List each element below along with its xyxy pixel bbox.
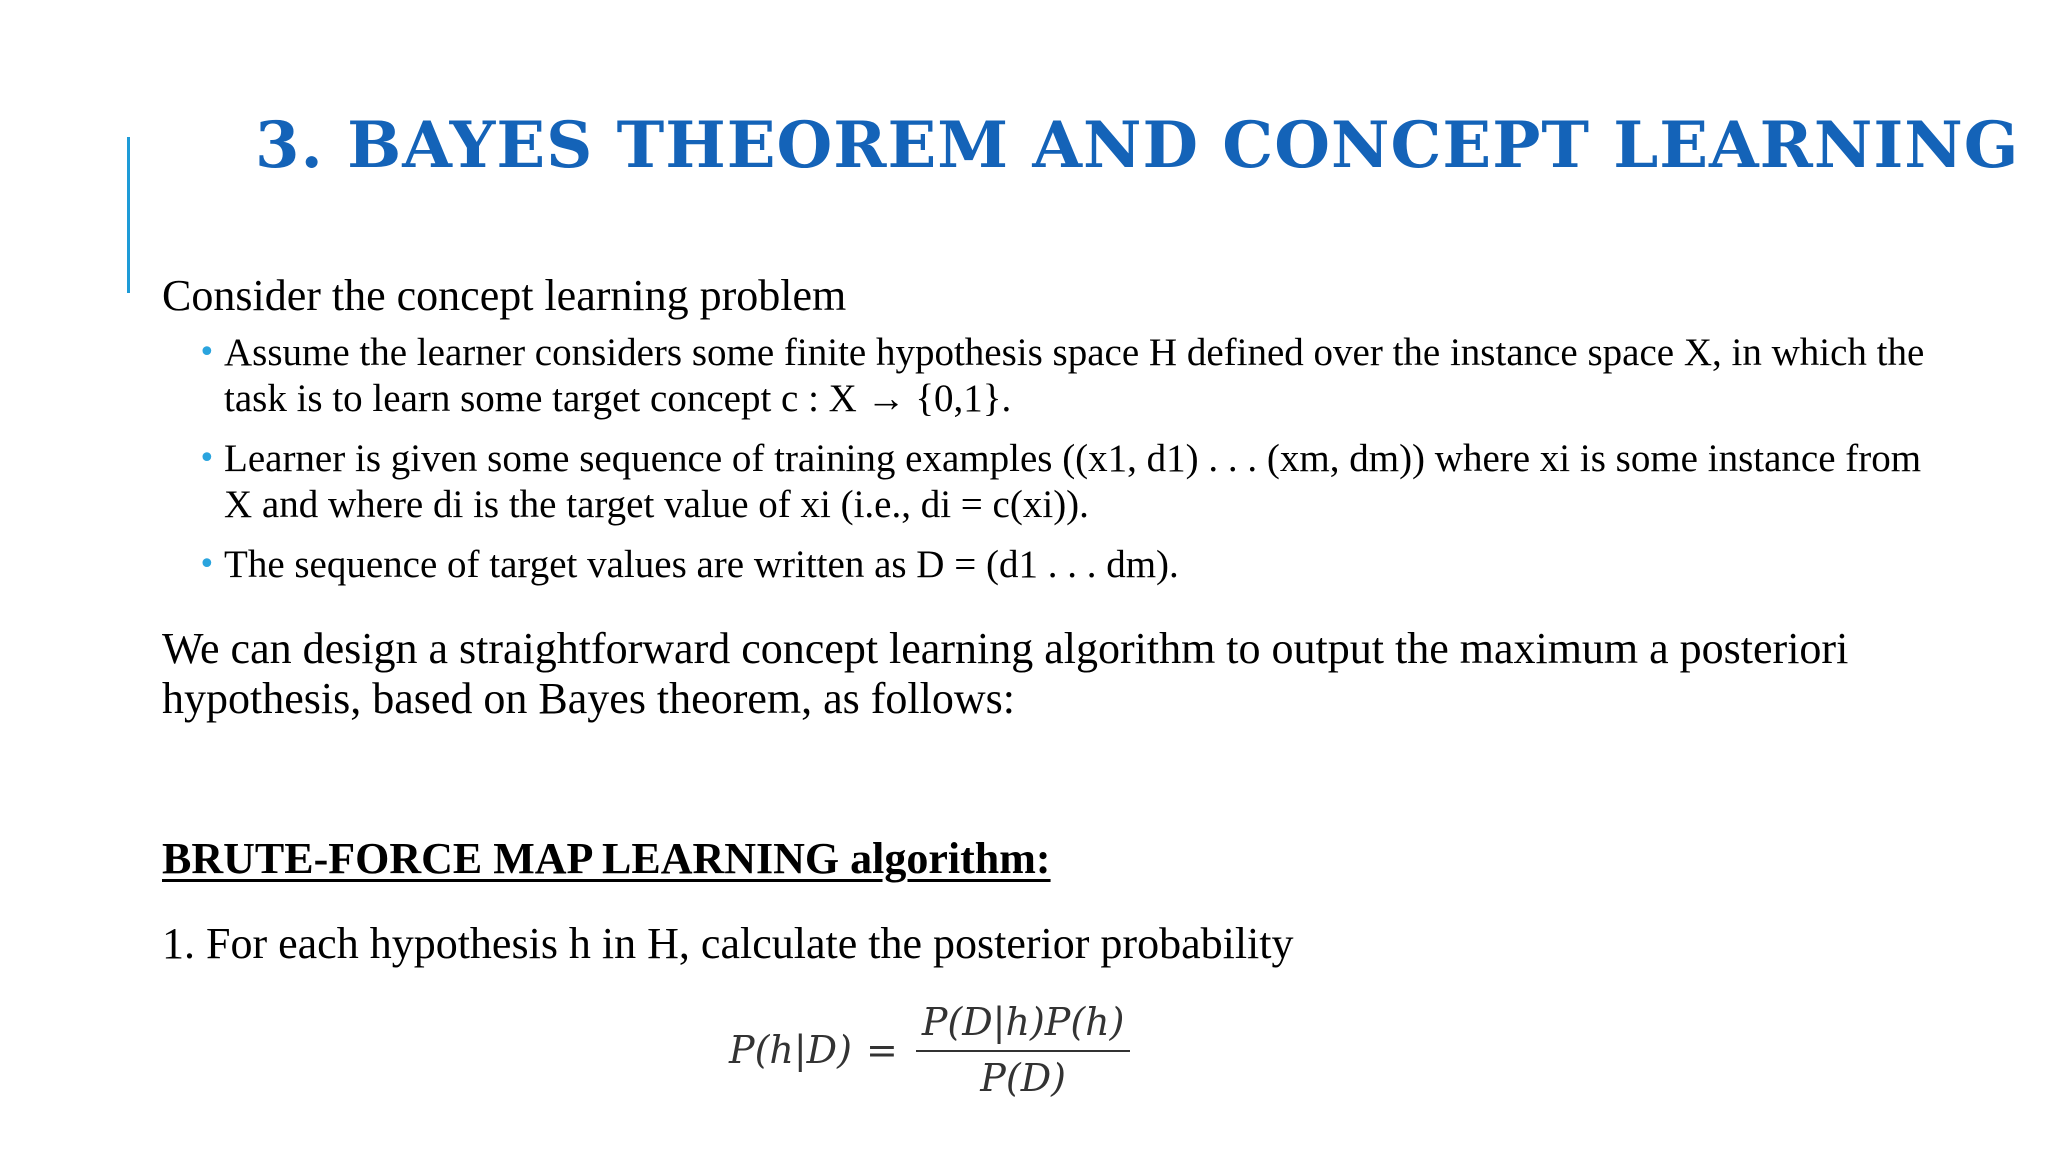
formula-denominator: P(D) xyxy=(980,1056,1066,1100)
slide-title: 3. BAYES THEOREM AND CONCEPT LEARNING xyxy=(255,108,2020,183)
bullet-item xyxy=(198,542,1938,588)
bullet-dot-icon: • xyxy=(198,335,216,370)
accent-line xyxy=(127,137,130,293)
formula-numerator: P(D|h)P(h) xyxy=(921,1000,1125,1044)
algorithm-step: 1. For each hypothesis h in H, calculate the posterior probability xyxy=(162,919,1294,968)
formula-fraction xyxy=(916,1000,1131,1100)
intro-text: Consider the concept learning problem xyxy=(162,271,847,320)
formula-equals: = xyxy=(865,1028,898,1072)
description-paragraph: We can design a straightforward concept learning algorithm to output the maximum a posteriori hypothesis, based on Bayes theorem, as follows: xyxy=(162,624,1849,723)
bullet-text: Assume the learner considers some finite hypothesis space H defined over the instance space X, in which the task is to learn some target concept c : X → {0,1}. xyxy=(224,331,1925,420)
algorithm-heading: BRUTE-FORCE MAP LEARNING algorithm: xyxy=(162,834,1051,883)
bullet-text: The sequence of target values are written as D = (d1 . . . dm). xyxy=(224,543,1179,586)
bullet-list xyxy=(198,330,1938,602)
bullet-dot-icon: • xyxy=(198,441,216,476)
bayes-formula xyxy=(729,1000,1130,1100)
bullet-dot-icon: • xyxy=(198,547,216,582)
bullet-text: Learner is given some sequence of training examples ((x1, d1) . . . (xm, dm)) where xi is some instance from X and where di is the target value of xi (i.e., di = c(xi)). xyxy=(224,437,1922,526)
bullet-item xyxy=(198,330,1938,422)
bullet-item xyxy=(198,436,1938,528)
formula-lhs: P(h|D) xyxy=(729,1028,852,1072)
